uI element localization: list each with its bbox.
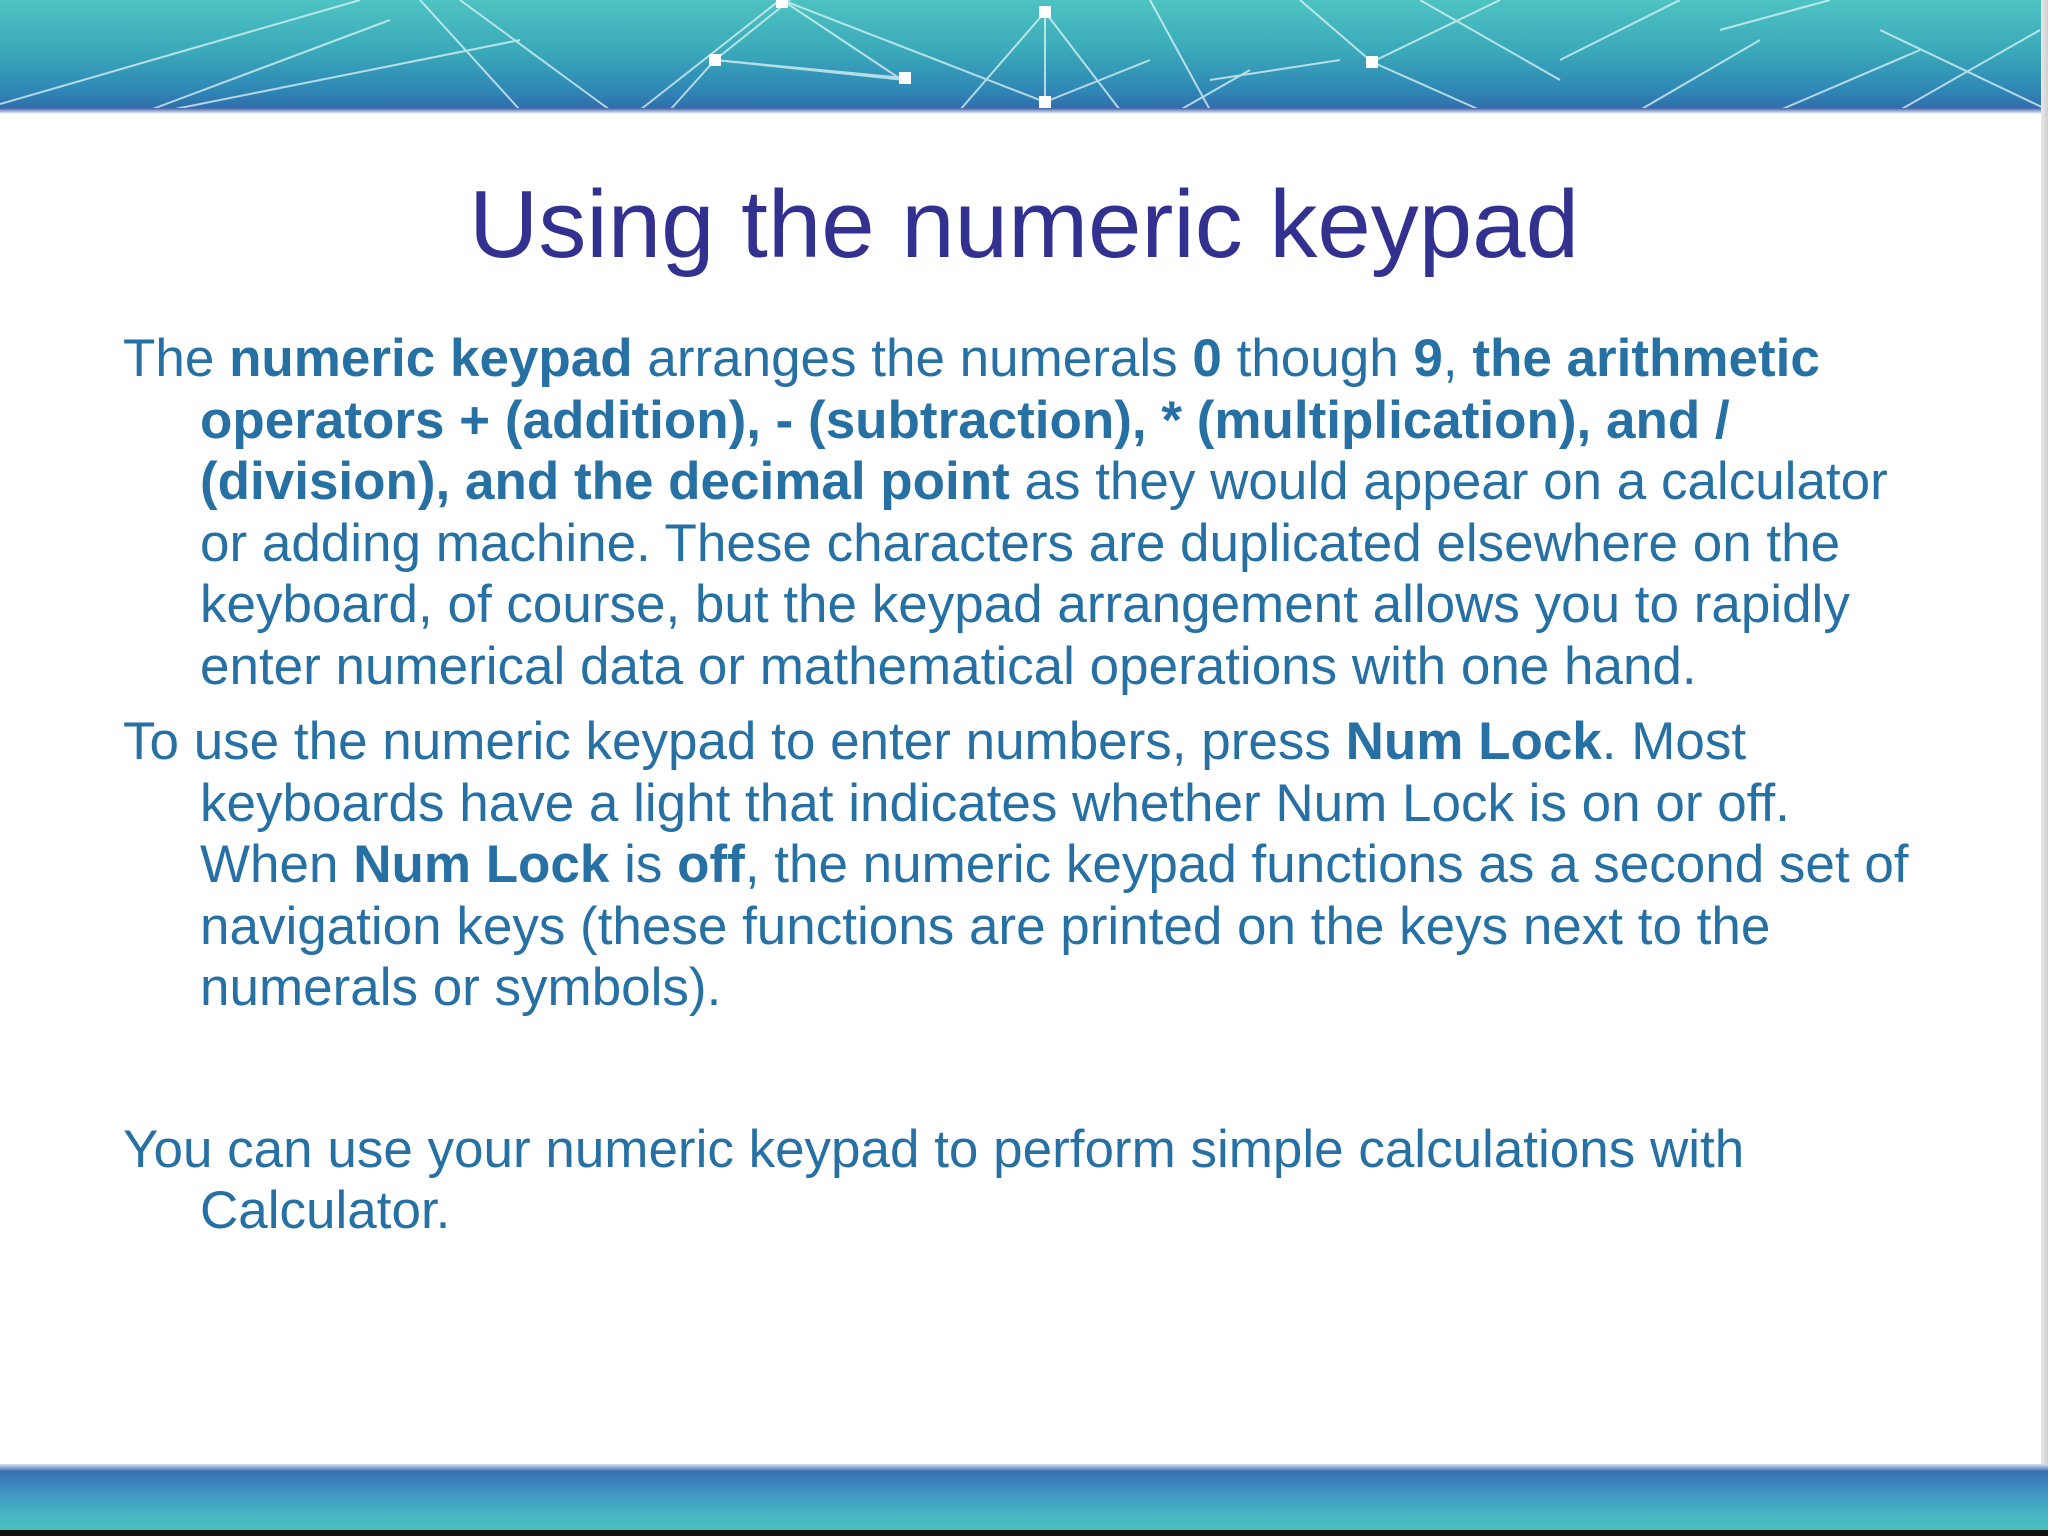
- text-segment-bold: off: [677, 835, 745, 894]
- text-segment: You can use your numeric keypad to perform simple calculations with Calculator.: [123, 1119, 1745, 1240]
- top-banner-network-graphic: [0, 0, 2048, 114]
- paragraph-numeric-keypad: [123, 328, 1923, 697]
- text-segment-bold: Num Lock: [353, 835, 610, 894]
- slide-title: Using the numeric keypad: [469, 171, 1579, 278]
- paragraph-calculator: [123, 1119, 1923, 1242]
- bottom-banner: [0, 1464, 2048, 1536]
- bottom-border: [0, 1530, 2048, 1536]
- text-segment: though: [1221, 329, 1414, 388]
- text-segment: To use the numeric keypad to enter numbers, press: [123, 712, 1346, 771]
- text-segment: as they would appear on a calculator or adding machine. These characters are duplicated elsewhere on the keyboard, of course, but the keypad arrangement allows you to rapidly enter numerical data or mathematical operations with one hand.: [200, 452, 1888, 696]
- text-segment: The: [123, 329, 230, 388]
- text-segment-bold: the arithmetic operators + (addition), - (subtraction), * (multiplication), and / (division), and the decimal point: [200, 329, 1820, 511]
- slide-body: [123, 328, 1923, 1242]
- paragraph-num-lock: [123, 711, 1923, 1019]
- network-lines-graphic: [0, 0, 2048, 114]
- banner-edge: [0, 108, 2048, 114]
- text-segment-bold: numeric keypad: [229, 329, 633, 388]
- text-segment: ,: [1442, 329, 1473, 388]
- text-segment-bold: Num Lock: [1345, 712, 1602, 771]
- text-segment: arranges the numerals: [632, 329, 1193, 388]
- text-segment-bold: 0: [1192, 329, 1222, 388]
- text-segment: is: [609, 835, 678, 894]
- text-segment: . Most keyboards have a light that indicates whether Num Lock is on or off. When: [200, 712, 1790, 894]
- text-segment-bold: 9: [1413, 329, 1443, 388]
- slide-right-edge: [2041, 0, 2048, 1536]
- text-segment: , the numeric keypad functions as a second set of navigation keys (these functions are printed on the keys next to the numerals or symbols).: [200, 835, 1909, 1017]
